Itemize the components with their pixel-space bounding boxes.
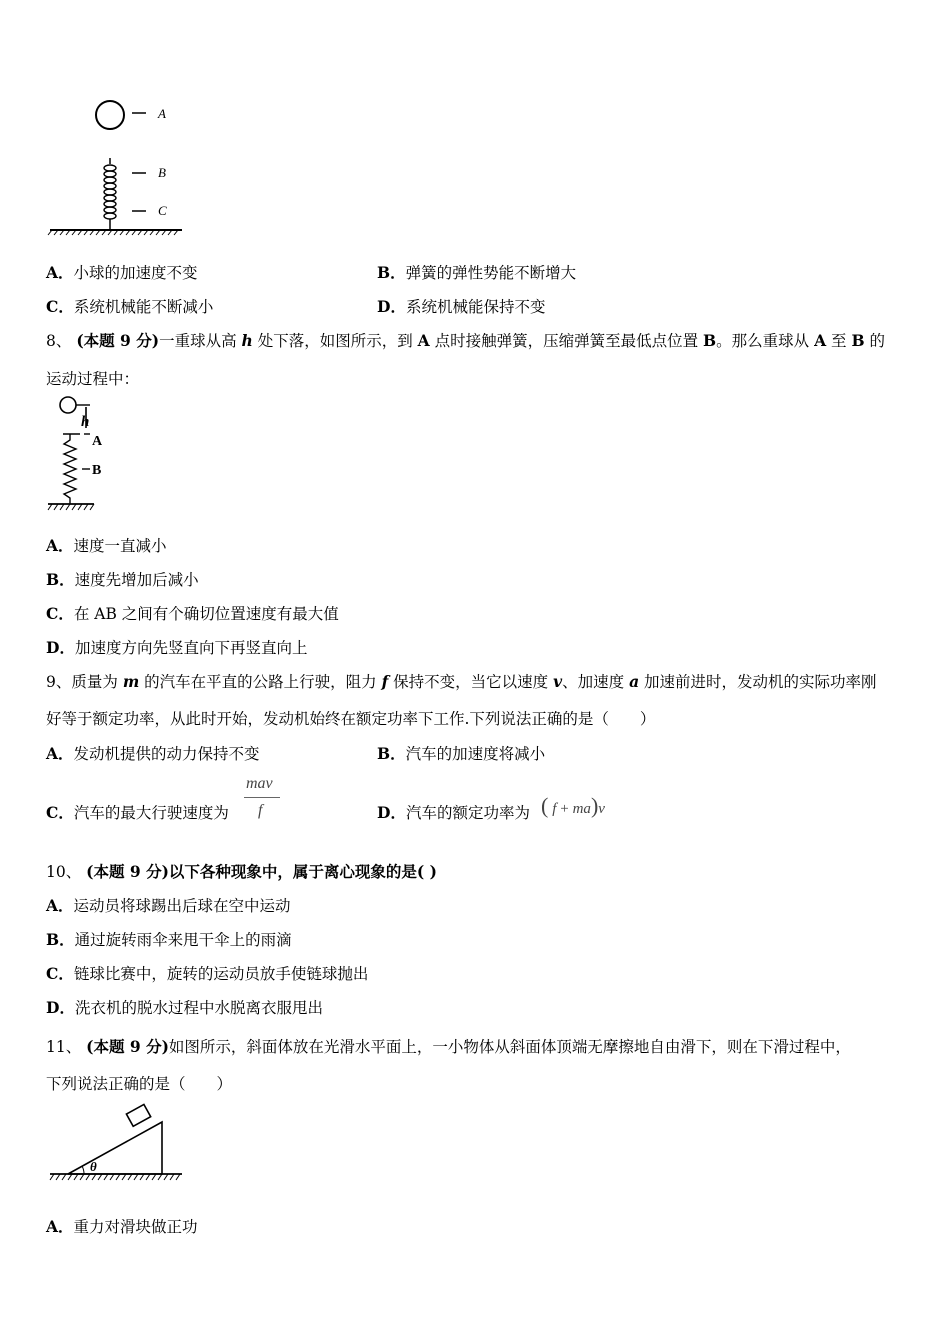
question-number: 9、 (46, 673, 72, 691)
option-text: 在 AB 之间有个确切位置速度有最大值 (73, 605, 339, 623)
option-letter: D (377, 297, 391, 316)
stem-text: 、加速度 (562, 673, 630, 691)
q10-option-a: A．运动员将球踢出后球在空中运动 (46, 896, 291, 915)
option-letter: A (46, 263, 59, 282)
stem-text: 以下各种现象中，属于离心现象的是( ) (168, 862, 437, 881)
option-letter: C (46, 964, 59, 983)
option-text: 洗衣机的脱水过程中水脱离衣服甩出 (74, 999, 323, 1017)
stem-text: 质量为 (71, 673, 123, 691)
q11-stem-line1 (46, 1035, 851, 1057)
option-text: 运动员将球踢出后球在空中运动 (73, 897, 291, 915)
option-text: 弹簧的弹性势能不断增大 (405, 264, 577, 282)
q7-option-b: B．弹簧的弹性势能不断增大 (377, 263, 577, 282)
stem-text: 至 (826, 332, 852, 350)
question-number: 11、 (46, 1038, 82, 1056)
q8-stem-line2: 运动过程中： (46, 370, 140, 388)
option-text: 通过旋转雨伞来甩干伞上的雨滴 (74, 931, 292, 949)
option-text: 链球比赛中，旋转的运动员放手使链球抛出 (73, 965, 369, 983)
fig11-theta: θ (90, 1159, 97, 1174)
q8-option-d: D．加速度方向先竖直向下再竖直向上 (46, 638, 308, 657)
figure-ball-spring-q8 (44, 394, 114, 514)
q8-option-b: B．速度先增加后减小 (46, 570, 199, 589)
option-text: 汽车的额定功率为 (405, 804, 530, 822)
point-b: B (851, 331, 865, 350)
variable-f: f (381, 672, 389, 691)
option-text: 发动机提供的动力保持不变 (73, 745, 260, 763)
option-letter: D (46, 998, 60, 1017)
q7-option-a: A．小球的加速度不变 (46, 263, 198, 282)
option-letter: B (377, 263, 391, 282)
q7-option-c: C．系统机械能不断减小 (46, 297, 214, 316)
q11-option-a: A．重力对滑块做正功 (46, 1217, 198, 1236)
option-letter: A (46, 896, 59, 915)
variable-m: m (122, 672, 140, 691)
q9-option-d: D．汽车的额定功率为 (377, 803, 530, 822)
stem-text: 点时接触弹簧，压缩弹簧至最低点位置 (429, 332, 704, 350)
option-text: 速度先增加后减小 (74, 571, 199, 589)
q10-option-b: B．通过旋转雨伞来甩干伞上的雨滴 (46, 930, 292, 949)
option-text: 速度一直减小 (73, 537, 167, 555)
option-letter: C (46, 604, 59, 623)
option-letter: D (377, 803, 391, 822)
question-header: (本题 9 分) (76, 331, 160, 350)
variable-h: h (241, 331, 253, 350)
formula-numerator: mav (246, 775, 273, 792)
option-letter: A (46, 744, 59, 763)
q9-option-b: B．汽车的加速度将减小 (377, 744, 546, 763)
option-text: 小球的加速度不变 (73, 264, 198, 282)
question-header: (本题 9 分) (86, 1037, 169, 1056)
fig8-label-h: h (81, 414, 90, 430)
fraction-bar (244, 797, 280, 798)
ground-hatch (50, 1174, 180, 1180)
point-a: A (814, 331, 827, 350)
q10-stem (46, 860, 437, 882)
option-text: 汽车的最大行驶速度为 (73, 804, 229, 822)
question-number: 8、 (46, 332, 72, 350)
fig8-label-b: B (92, 463, 102, 478)
formula-rated-power (541, 793, 605, 819)
option-text: 重力对滑块做正功 (73, 1218, 198, 1236)
stem-text: 。那么重球从 (716, 332, 815, 350)
ball-shape (60, 397, 76, 413)
stem-text: 的汽车在平直的公路上行驶，阻力 (139, 673, 382, 691)
option-text: 加速度方向先竖直向下再竖直向上 (74, 639, 308, 657)
fig8-label-a: A (92, 434, 103, 449)
fig7-label-b: B (158, 165, 166, 180)
formula-f: f (552, 801, 557, 817)
q9-stem-line2: 好等于额定功率，从此时开始，发动机始终在额定功率下工作.下列说法正确的是（ ） (46, 710, 656, 728)
q8-stem-line1 (46, 329, 885, 351)
figure-incline-q11 (46, 1102, 186, 1188)
q7-option-d: D．系统机械能保持不变 (377, 297, 546, 316)
q10-option-c: C．链球比赛中，旋转的运动员放手使链球抛出 (46, 964, 369, 983)
question-number: 10、 (46, 863, 82, 881)
option-letter: B (377, 744, 391, 763)
block-shape (126, 1104, 150, 1126)
q9-option-c: C．汽车的最大行驶速度为 (46, 803, 229, 822)
option-text: 系统机械能不断减小 (73, 298, 214, 316)
option-letter: D (46, 638, 60, 657)
spring-coil (104, 165, 116, 219)
q9-stem-line1 (46, 670, 877, 692)
figure-ball-spring-q7 (46, 96, 186, 236)
option-letter: A (46, 536, 59, 555)
option-letter: A (46, 1217, 59, 1236)
point-a: A (417, 331, 430, 350)
option-text: 系统机械能保持不变 (405, 298, 546, 316)
q8-option-a: A．速度一直减小 (46, 536, 167, 555)
stem-text: 的 (864, 332, 886, 350)
stem-text: 处下落，如图所示，到 (252, 332, 418, 350)
point-b: B (703, 331, 717, 350)
stem-text: 一重球从高 (159, 332, 242, 350)
question-header: (本题 9 分) (86, 862, 169, 881)
formula-v: v (598, 801, 605, 817)
spring-zigzag (64, 434, 76, 504)
variable-a: a (629, 672, 640, 691)
stem-text: 保持不变，当它以速度 (388, 673, 554, 691)
stem-text: 加速前进时，发动机的实际功率刚 (639, 673, 877, 691)
ball-shape (96, 101, 124, 129)
paren-open: ( (541, 793, 549, 818)
q10-option-d: D．洗衣机的脱水过程中水脱离衣服甩出 (46, 998, 323, 1017)
fig7-label-a: A (158, 106, 166, 121)
stem-text: 如图所示，斜面体放在光滑水平面上，一小物体从斜面体顶端无摩擦地自由滑下，则在下滑过程中， (168, 1038, 851, 1056)
formula-denominator: f (258, 802, 263, 819)
fig7-label-c: C (158, 203, 167, 218)
option-text: 汽车的加速度将减小 (405, 745, 546, 763)
option-letter: B (46, 930, 60, 949)
formula-plus: + (560, 801, 569, 817)
option-letter: B (46, 570, 60, 589)
q9-option-a: A．发动机提供的动力保持不变 (46, 744, 260, 763)
formula-ma: ma (572, 801, 591, 817)
variable-v: v (553, 672, 563, 691)
q8-option-c: C．在 AB 之间有个确切位置速度有最大值 (46, 604, 339, 623)
paren-close: ) (590, 793, 599, 818)
q11-stem-line2: 下列说法正确的是（ ） (46, 1075, 233, 1093)
option-letter: C (46, 297, 59, 316)
option-letter: C (46, 803, 59, 822)
